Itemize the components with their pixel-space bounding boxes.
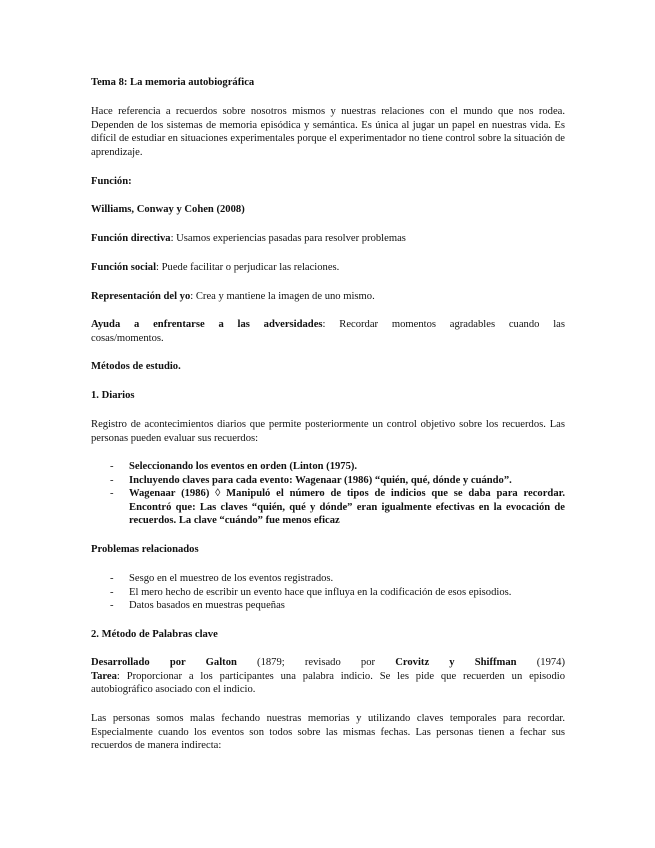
palabras-heading xyxy=(91,628,565,642)
problemas-heading xyxy=(91,543,565,557)
list-item xyxy=(91,474,565,488)
list-item-text: Incluyendo claves para cada evento: Wagenaar (1986) “quién, qué, dónde y cuándo”. xyxy=(129,474,512,486)
dev-year2: (1974) xyxy=(516,657,565,668)
function-text: : Crea y mantiene la imagen de uno mismo. xyxy=(190,291,375,302)
dev-authors2: Crovitz y Shiffman xyxy=(395,657,517,668)
problemas-list xyxy=(91,572,565,613)
dev-year1: (1879; revisado por xyxy=(236,657,396,668)
diarios-heading-text: 1. Diarios xyxy=(91,390,135,401)
diarios-paragraph: Registro de acontecimientos diarios que permite posteriormente un control objetivo sobre los recuerdos. Las personas pueden evaluar sus recuerdos: xyxy=(91,419,565,444)
tarea-text: : Proporcionar a los participantes una palabra indicio. Se les pide que recuerden un episodio autobiográfico asociado con el indicio. xyxy=(91,670,565,696)
palabras-tarea xyxy=(91,670,565,697)
function-text: : Recordar momentos agradables cuando las xyxy=(322,319,565,330)
tarea-label: Tarea xyxy=(91,670,117,682)
list-item xyxy=(91,487,565,528)
problemas-heading-text: Problemas relacionados xyxy=(91,544,199,555)
palabras-paragraph-2: Las personas somos malas fechando nuestras memorias y utilizando claves temporales para recordar. Especialmente cuando los eventos son todos sobre las mismas fechas. Las personas tienen a fechar sus recuerdos de manera indirecta: xyxy=(91,713,565,752)
list-item-text: Datos basados en muestras pequeñas xyxy=(129,600,285,612)
intro-paragraph: Hace referencia a recuerdos sobre nosotros mismos y nuestras relaciones con el mundo que nos rodea. Dependen de los sistemas de memoria episódica y semántica. Es única al jugar un papel en nuestras vida. Es difícil de estudiar en situaciones experimentales porque el experimentador no tiene control sobre la situación de aprendizaje. xyxy=(91,106,565,158)
diarios-list xyxy=(91,460,565,528)
metodos-heading xyxy=(91,360,565,374)
function-adversidades-line xyxy=(91,318,565,332)
list-item-text: Sesgo en el muestreo de los eventos registrados. xyxy=(129,573,334,584)
function-directiva xyxy=(91,232,565,246)
dash-bullet: - xyxy=(110,600,114,612)
metodos-heading-text: Métodos de estudio. xyxy=(91,361,181,372)
list-item-text: Seleccionando los eventos en orden (Linton (1975). xyxy=(129,461,358,472)
list-item xyxy=(91,572,565,586)
function-adversidades xyxy=(91,318,565,345)
function-term: Función social xyxy=(91,262,157,273)
funcion-heading xyxy=(91,175,565,189)
list-item-text: El mero hecho de escribir un evento hace que influya en la codificación de esos episodios. xyxy=(129,586,512,598)
list-item xyxy=(91,460,565,474)
function-term: Representación del yo xyxy=(91,291,191,302)
diarios-heading xyxy=(91,389,565,403)
function-term: Ayuda a enfrentarse a las adversidades xyxy=(91,319,323,330)
palabras-dev-line xyxy=(91,656,565,670)
dash-bullet: - xyxy=(110,461,114,472)
function-social xyxy=(91,261,565,275)
authors-text: Williams, Conway y Cohen (2008) xyxy=(91,204,245,215)
list-item xyxy=(91,586,565,600)
dev-label: Desarrollado por Galton xyxy=(91,657,237,668)
dash-bullet: - xyxy=(110,586,114,598)
function-term: Función directiva xyxy=(91,233,171,244)
function-text: : Puede facilitar o perjudicar las relaciones. xyxy=(156,262,340,273)
document-title xyxy=(91,76,565,90)
function-representacion xyxy=(91,290,565,304)
list-item xyxy=(91,599,565,613)
list-item-text: Wagenaar (1986) ◊ Manipuló el número de tipos de indicios que se daba para recordar. Encontró que: Las claves “quién, qué y dónde” eran igualmente efectivas en la evocación de recuerdos. La clave “cuándo” fue menos eficaz xyxy=(129,488,565,527)
title-text: Tema 8: La memoria autobiográfica xyxy=(91,77,255,88)
funcion-heading-text: Función: xyxy=(91,176,132,187)
function-text: : Usamos experiencias pasadas para resolver problemas xyxy=(170,233,406,244)
dash-bullet: - xyxy=(110,573,114,584)
function-adversidades-cont: cosas/momentos. xyxy=(91,332,164,344)
palabras-paragraph xyxy=(91,656,565,697)
dash-bullet: - xyxy=(110,474,114,486)
dash-bullet: - xyxy=(110,488,114,500)
authors-heading xyxy=(91,203,565,217)
palabras-heading-text: 2. Método de Palabras clave xyxy=(91,629,218,640)
